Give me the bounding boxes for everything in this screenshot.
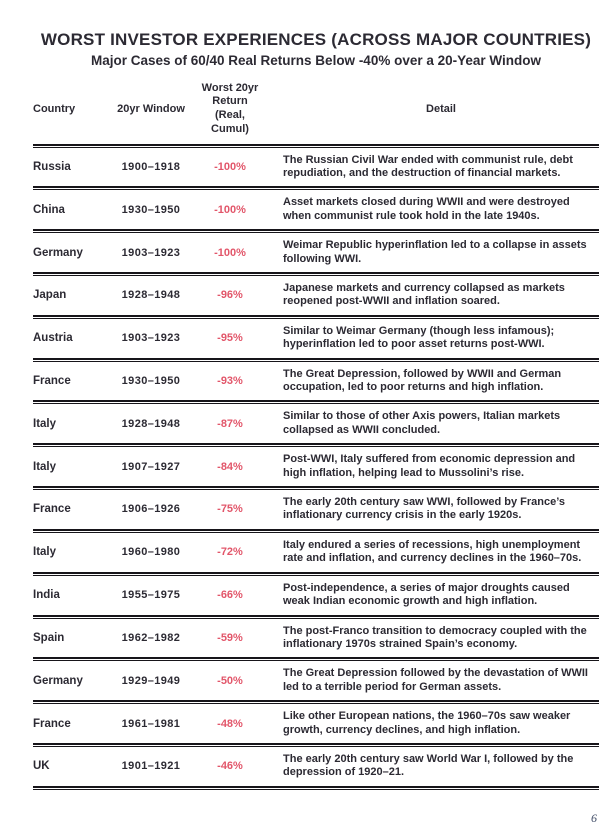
page-title: WORST INVESTOR EXPERIENCES (ACROSS MAJOR COUNTRIES) [40, 30, 592, 49]
cell-return: -95% [217, 332, 243, 345]
cell-detail: Post-WWI, Italy suffered from economic depression and high inflation, helping lead to Mussolini’s rise. [283, 453, 576, 479]
page-subtitle: Major Cases of 60/40 Real Returns Below -40% over a 20-Year Window [90, 53, 542, 69]
table-row [33, 704, 599, 743]
cell-country: UK [33, 760, 50, 773]
cell-return: -72% [217, 546, 243, 559]
cell-country: China [33, 203, 65, 216]
cell-country: France [33, 717, 71, 730]
cell-return: -87% [217, 417, 243, 430]
cell-window: 1903–1923 [121, 332, 181, 345]
table-header-row [33, 70, 599, 144]
cell-return: -84% [217, 460, 243, 473]
cell-window: 1961–1981 [121, 717, 181, 730]
cell-return: -50% [217, 674, 243, 687]
table-row [33, 447, 599, 486]
table-row [33, 747, 599, 786]
cell-detail: Like other European nations, the 1960–70s saw weaker growth, currency declines, and high inflation. [283, 710, 571, 736]
cell-detail: Asset markets closed during WWII and were destroyed when communist rule took hold in the late 1940s. [283, 196, 570, 222]
cell-window: 1906–1926 [121, 503, 181, 516]
table-row [33, 233, 599, 272]
table-row [33, 148, 599, 187]
table-row [33, 576, 599, 615]
row-divider [33, 786, 599, 790]
cell-window: 1903–1923 [121, 246, 181, 259]
cell-return: -93% [217, 375, 243, 388]
cell-country: Italy [33, 546, 57, 559]
cell-return: -75% [217, 503, 243, 516]
cell-detail: The Russian Civil War ended with communist rule, debt repudiation, and the destruction of financial markets. [283, 153, 573, 179]
cell-window: 1928–1948 [121, 417, 181, 430]
cell-detail: The Great Depression followed by the devastation of WWII led to a terrible period for German assets. [283, 667, 588, 693]
cell-return: -100% [214, 203, 246, 216]
cell-country: India [33, 589, 60, 602]
table-row [33, 319, 599, 358]
cell-detail: Similar to Weimar Germany (though less infamous); hyperinflation led to poor asset returns post-WWI. [283, 324, 555, 351]
cell-detail: The Great Depression, followed by WWII and German occupation, led to poor returns and high inflation. [283, 367, 562, 394]
cell-country: Germany [33, 246, 83, 259]
cell-detail: The early 20th century saw World War I, followed by the depression of 1920–21. [283, 752, 574, 779]
column-header-return-line1: Worst 20yr [201, 81, 259, 94]
table-row [33, 276, 599, 315]
cell-detail: Italy endured a series of recessions, high unemployment rate and inflation, and currency declines in the 1960–70s. [283, 538, 582, 565]
cell-detail: Similar to those of other Axis powers, Italian markets collapsed as WWII concluded. [283, 410, 561, 436]
cell-window: 1960–1980 [121, 546, 181, 559]
cell-window: 1928–1948 [121, 289, 181, 302]
table-row [33, 490, 599, 529]
page-number: 6 [591, 811, 597, 825]
cell-window: 1930–1950 [121, 203, 181, 216]
cell-window: 1907–1927 [121, 460, 181, 473]
cell-window: 1955–1975 [121, 589, 181, 602]
cell-detail: The early 20th century saw WWI, followed by France’s inflationary currency crisis in the early 1920s. [283, 496, 565, 522]
cell-window: 1900–1918 [121, 160, 181, 173]
cell-detail: The post-Franco transition to democracy coupled with the inflationary 1970s strained Spain’s economy. [283, 624, 587, 650]
cell-window: 1962–1982 [121, 631, 181, 644]
column-header-return-line2: Return [212, 95, 248, 108]
table-row [33, 619, 599, 658]
cell-country: Germany [33, 674, 83, 687]
returns-table [33, 70, 599, 790]
cell-country: Austria [33, 332, 73, 345]
column-header-return-line3: (Real, Cumul) [211, 109, 249, 135]
cell-return: -100% [214, 160, 246, 173]
column-header-detail: Detail [426, 103, 456, 116]
cell-detail: Japanese markets and currency collapsed as markets reopened post-WWII and inflation soared. [283, 282, 565, 308]
column-header-country: Country [33, 103, 76, 116]
table-row [33, 404, 599, 443]
cell-country: France [33, 375, 71, 388]
cell-country: Italy [33, 460, 57, 473]
cell-return: -66% [217, 589, 243, 602]
table-row [33, 533, 599, 572]
cell-country: Italy [33, 417, 57, 430]
cell-return: -59% [217, 631, 243, 644]
cell-window: 1930–1950 [121, 375, 181, 388]
table-row [33, 190, 599, 229]
cell-country: Russia [33, 160, 71, 173]
cell-return: -96% [217, 289, 243, 302]
column-header-return [197, 82, 263, 137]
cell-return: -46% [217, 760, 243, 773]
cell-country: Spain [33, 631, 65, 644]
cell-return: -48% [217, 717, 243, 730]
cell-country: France [33, 503, 71, 516]
cell-detail: Post-independence, a series of major droughts caused weak Indian economic growth and high inflation. [283, 581, 570, 608]
table-body [33, 148, 599, 790]
cell-return: -100% [214, 246, 246, 259]
cell-detail: Weimar Republic hyperinflation led to a collapse in assets following WWI. [283, 239, 587, 265]
cell-window: 1901–1921 [121, 760, 181, 773]
table-row [33, 362, 599, 401]
cell-country: Japan [33, 289, 67, 302]
cell-window: 1929–1949 [121, 674, 181, 687]
table-row [33, 661, 599, 700]
column-header-window: 20yr Window [117, 103, 185, 116]
